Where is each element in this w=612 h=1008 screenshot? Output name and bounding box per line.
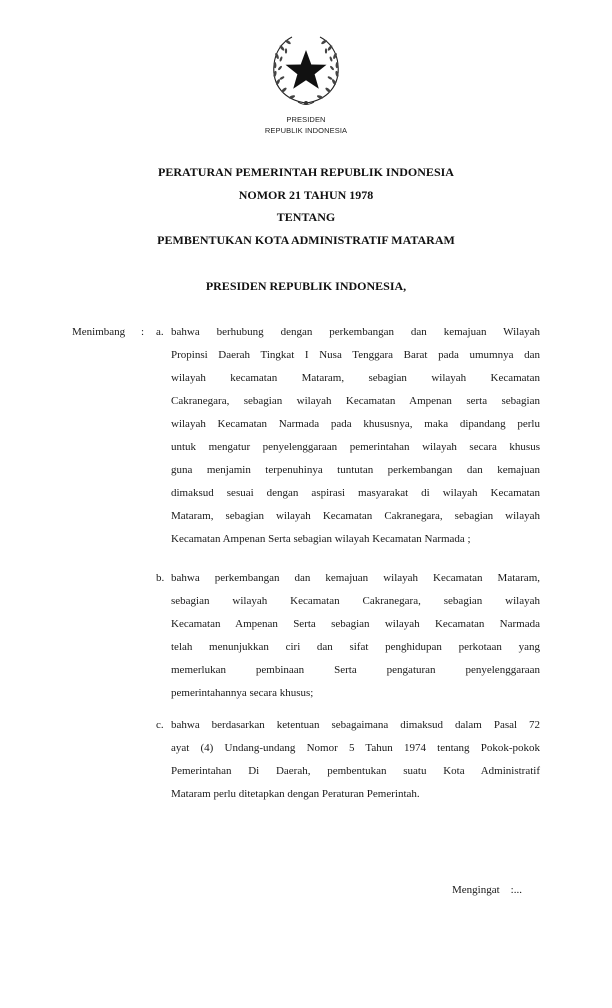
item-b-text bbox=[171, 567, 540, 706]
item-c-line: ayat (4) Undang-undang Nomor 5 Tahun 1974 tentang Pokok-pokok bbox=[171, 741, 540, 754]
item-b-line: Kecamatan Ampenan Serta sebagian wilayah Kecamatan Narmada bbox=[171, 617, 540, 630]
item-c-letter: c. bbox=[156, 719, 164, 731]
item-b-line: memerlukan pembinaan Serta pengaturan penyelenggaraan bbox=[171, 663, 540, 676]
regulation-number: NOMOR 21 TAHUN 1978 bbox=[238, 188, 374, 202]
item-c-line: bahwa berdasarkan ketentuan sebagaimana dimaksud dalam Pasal 72 bbox=[171, 718, 540, 731]
regulation-subject: PEMBENTUKAN KOTA ADMINISTRATIF MATARAM bbox=[157, 233, 455, 247]
regulation-title: PERATURAN PEMERINTAH REPUBLIK INDONESIA bbox=[158, 165, 454, 179]
emblem-svg bbox=[266, 30, 346, 110]
item-a-text bbox=[171, 321, 540, 552]
emblem-caption-presiden: PRESIDEN bbox=[286, 115, 326, 124]
menimbang-colon: : bbox=[141, 326, 145, 338]
item-a-letter: a. bbox=[156, 326, 164, 338]
item-b-line: pemerintahannya secara khusus; bbox=[171, 686, 314, 699]
menimbang-label: Menimbang bbox=[72, 326, 126, 338]
item-b-letter: b. bbox=[156, 572, 165, 584]
item-a-line: wilayah Kecamatan Narmada pada khususnya, maka dipandang perlu bbox=[171, 417, 540, 430]
emblem-caption-republik: REPUBLIK INDONESIA bbox=[264, 126, 348, 135]
item-b-line: bahwa perkembangan dan kemajuan wilayah Kecamatan Mataram, bbox=[171, 571, 540, 584]
item-a-line: Propinsi Daerah Tingkat I Nusa Tenggara Barat pada umumnya dan bbox=[171, 348, 540, 361]
item-a-line: Mataram, sebagian wilayah Kecamatan Cakranegara, sebagian wilayah bbox=[171, 510, 540, 523]
item-a-line: Cakranegara, sebagian wilayah Kecamatan Ampenan serta sebagian bbox=[171, 394, 540, 407]
item-a-line: bahwa berhubung dengan perkembangan dan kemajuan Wilayah bbox=[171, 325, 540, 338]
regulation-about: TENTANG bbox=[276, 210, 336, 224]
item-b-line: sebagian wilayah Kecamatan Cakranegara, sebagian wilayah bbox=[171, 594, 540, 607]
issuer-heading: PRESIDEN REPUBLIK INDONESIA, bbox=[205, 279, 407, 293]
continuation-marker: Mengingat :... bbox=[452, 884, 522, 896]
item-a-line: wilayah kecamatan Mataram, sebagian wilayah Kecamatan bbox=[171, 371, 540, 384]
item-b-line: telah menunjukkan ciri dan sifat penghidupan perkotaan yang bbox=[171, 640, 540, 653]
garuda-star-emblem-icon bbox=[266, 30, 346, 110]
item-a-line: untuk mengatur penyelenggaraan pemerintahan wilayah secara khusus bbox=[171, 440, 540, 453]
item-a-line: Kecamatan Ampenan Serta sebagian wilayah Kecamatan Narmada ; bbox=[171, 533, 471, 546]
item-c-text bbox=[171, 714, 540, 806]
item-a-line: guna menjamin terpenuhinya tuntutan perkembangan dan kemajuan bbox=[171, 464, 540, 477]
item-a-line: dimaksud sesuai dengan aspirasi masyarakat di wilayah Kecamatan bbox=[171, 487, 540, 500]
item-c-line: Mataram perlu ditetapkan dengan Peraturan Pemerintah. bbox=[171, 787, 420, 800]
item-c-line: Pemerintahan Di Daerah, pembentukan suatu Kota Administratif bbox=[171, 764, 540, 777]
